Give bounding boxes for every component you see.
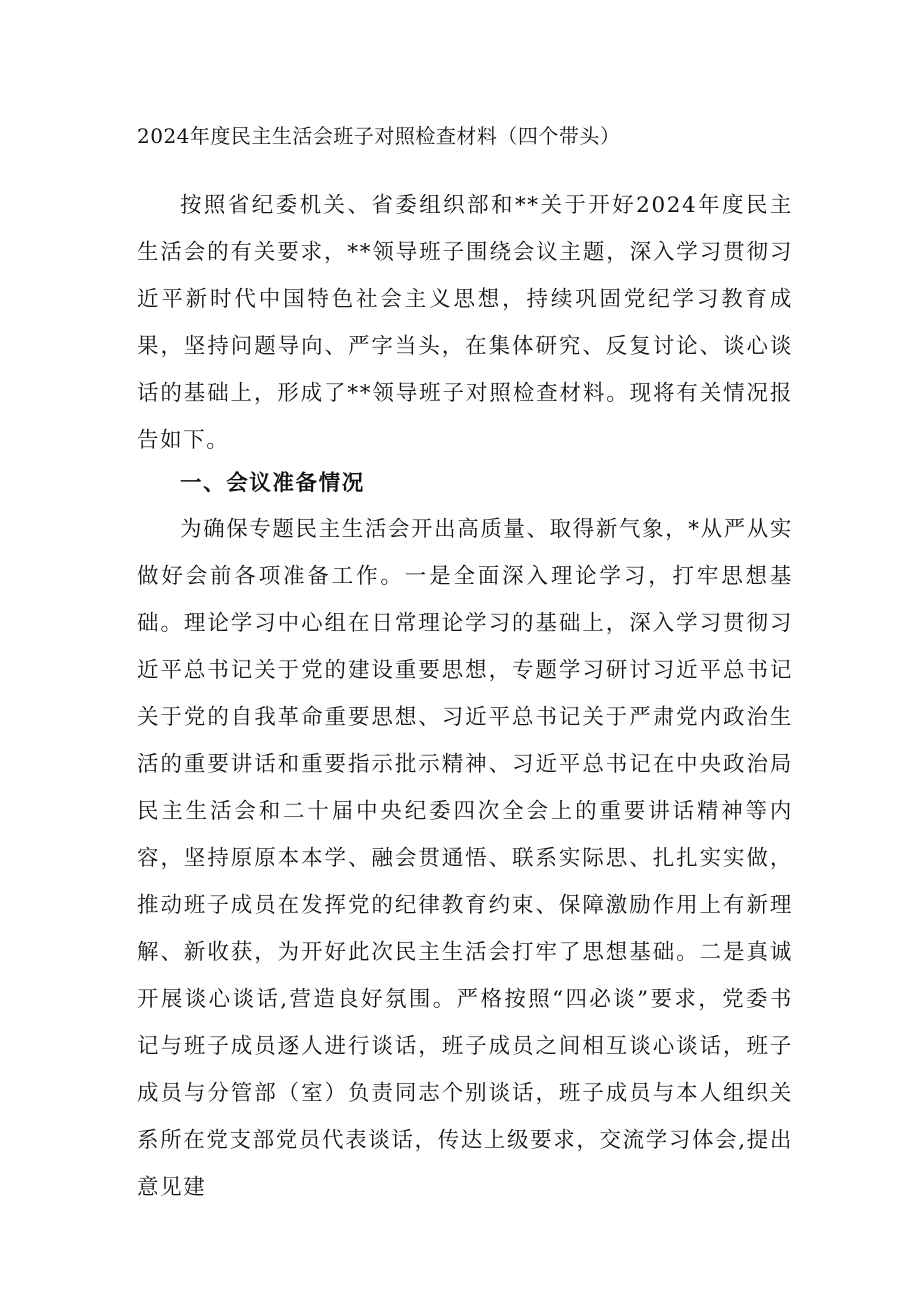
document-title: 2024年度民主生活会班子对照检查材料（四个带头）	[137, 124, 621, 148]
section-heading: 一、会议准备情况	[180, 471, 365, 496]
intro-paragraph: 按照省纪委机关、省委组织部和**关于开好2024年度民主生活会的有关要求，**领导班子围绕会议主题，深入学习贯彻习近平新时代中国特色社会主义思想，持续巩固党纪学习教育成果，坚持问题导向、严字当头，在集体研究、反复讨论、谈心谈话的基础上，形成了**领导班子对照检查材料。现将有关情况报告如下。	[137, 193, 793, 453]
section-paragraph: 为确保专题民主生活会开出高质量、取得新气象，*从严从实做好会前各项准备工作。一是全面深入理论学习，打牢思想基础。理论学习中心组在日常理论学习的基础上，深入学习贯彻习近平总书记关于党的建设重要思想，专题学习研讨习近平总书记关于党的自我革命重要思想、习近平总书记关于严肃党内政治生活的重要讲话和重要指示批示精神、习近平总书记在中央政治局民主生活会和二十届中央纪委四次全会上的重要讲话精神等内容，坚持原原本本学、融会贯通悟、联系实际思、扎扎实实做，推动班子成员在发挥党的纪律教育约束、保障激励作用上有新理解、新收获，为开好此次民主生活会打牢了思想基础。二是真诚开展谈心谈话,营造良好氛围。严格按照“四必谈”要求，党委书记与班子成员逐人进行谈话，班子成员之间相互谈心谈话，班子成员与分管部（室）负责同志个别谈话，班子成员与本人组织关系所在党支部党员代表谈话，传达上级要求，交流学习体会,提出意见建	[137, 517, 793, 1200]
